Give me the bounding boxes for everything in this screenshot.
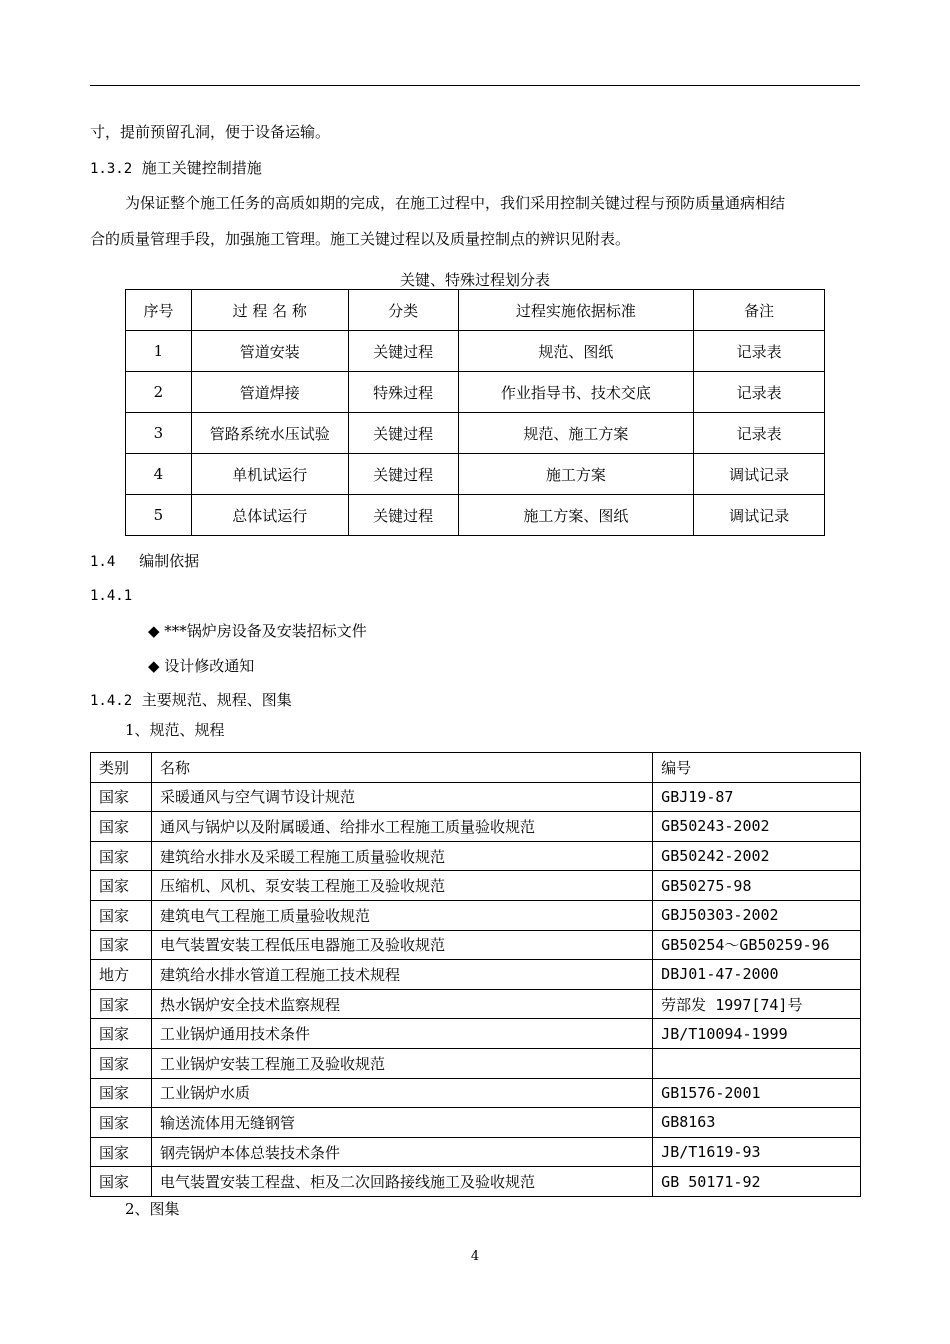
table-cell: 2	[126, 372, 192, 413]
table-cell: 管道焊接	[191, 372, 348, 413]
table-cell: 热水锅炉安全技术监察规程	[151, 989, 652, 1019]
table-header-cell: 分类	[348, 290, 458, 331]
table-cell: 建筑电气工程施工质量验收规范	[151, 900, 652, 930]
section-title: 编制依据	[139, 552, 200, 570]
table-cell: 国家	[91, 1167, 152, 1197]
paragraph-line-1: 为保证整个施工任务的高质如期的完成，在施工过程中，我们采用控制关键过程与预防质量通病相结	[125, 194, 786, 212]
table-header-cell: 过程实施依据标准	[458, 290, 694, 331]
section-1-4-2-heading	[90, 690, 292, 711]
process-classification-table	[125, 289, 825, 536]
table-row	[91, 841, 861, 871]
bullet-item-2: ◆ 设计修改通知	[148, 657, 255, 675]
table-cell: 国家	[91, 812, 152, 842]
table-header-cell: 编号	[653, 753, 861, 783]
table-cell	[653, 1048, 861, 1078]
table-cell: 记录表	[694, 413, 825, 454]
table-cell: 建筑给水排水管道工程施工技术规程	[151, 960, 652, 990]
table-row	[126, 454, 825, 495]
table-cell: 关键过程	[348, 413, 458, 454]
table-cell: 施工方案、图纸	[458, 495, 694, 536]
table-cell: 规范、图纸	[458, 331, 694, 372]
section-title: 施工关键控制措施	[141, 159, 262, 177]
table-cell: GB1576-2001	[653, 1078, 861, 1108]
table-cell: 国家	[91, 841, 152, 871]
section-title: 主要规范、规程、图集	[141, 691, 292, 709]
table-header-cell: 名称	[151, 753, 652, 783]
subheading-atlas: 2、图集	[125, 1200, 180, 1218]
table-cell: 劳部发 1997[74]号	[653, 989, 861, 1019]
table-cell: 1	[126, 331, 192, 372]
table-cell: 国家	[91, 1078, 152, 1108]
page-number: 4	[470, 1249, 480, 1264]
table-cell: 国家	[91, 871, 152, 901]
table-cell: 3	[126, 413, 192, 454]
table-cell: 国家	[91, 989, 152, 1019]
table-cell: 关键过程	[348, 331, 458, 372]
table-cell: 压缩机、风机、泵安装工程施工及验收规范	[151, 871, 652, 901]
table-header-cell: 序号	[126, 290, 192, 331]
section-number: 1.4	[90, 554, 116, 570]
section-number: 1.3.2	[90, 161, 133, 177]
table-cell: 国家	[91, 1019, 152, 1049]
table-cell: 5	[126, 495, 192, 536]
table-cell: 地方	[91, 960, 152, 990]
table-row	[91, 1108, 861, 1138]
table-cell: 国家	[91, 782, 152, 812]
table-row	[126, 372, 825, 413]
table-row	[126, 331, 825, 372]
bullet-item-1: ◆ ***锅炉房设备及安装招标文件	[148, 622, 367, 640]
section-1-3-2-heading	[90, 158, 262, 179]
table-cell: 采暖通风与空气调节设计规范	[151, 782, 652, 812]
table-cell: DBJ01-47-2000	[653, 960, 861, 990]
table-cell: 特殊过程	[348, 372, 458, 413]
table-row	[91, 989, 861, 1019]
table-cell: 施工方案	[458, 454, 694, 495]
table-header-cell: 备注	[694, 290, 825, 331]
table-cell: 单机试运行	[191, 454, 348, 495]
subheading-standards: 1、规范、规程	[125, 721, 225, 739]
table-cell: JB/T1619-93	[653, 1137, 861, 1167]
table-cell: 调试记录	[694, 495, 825, 536]
table-cell: 国家	[91, 1048, 152, 1078]
table-header-row	[91, 753, 861, 783]
standards-table	[90, 752, 861, 1197]
section-number: 1.4.2	[90, 693, 133, 709]
table-cell: 工业锅炉通用技术条件	[151, 1019, 652, 1049]
table-row	[91, 930, 861, 960]
table-row	[126, 495, 825, 536]
section-1-4-heading	[90, 551, 199, 572]
table-header-cell: 类别	[91, 753, 152, 783]
table-cell: 记录表	[694, 331, 825, 372]
table-header-cell: 过 程 名 称	[191, 290, 348, 331]
table-cell: 国家	[91, 1137, 152, 1167]
table-cell: GB50243-2002	[653, 812, 861, 842]
table-row	[91, 900, 861, 930]
table-cell: 记录表	[694, 372, 825, 413]
table-cell: GB50242-2002	[653, 841, 861, 871]
table-cell: 建筑给水排水及采暖工程施工质量验收规范	[151, 841, 652, 871]
paragraph-line-2: 合的质量管理手段，加强施工管理。施工关键过程以及质量控制点的辨识见附表。	[90, 230, 631, 248]
table-cell: 通风与锅炉以及附属暖通、给排水工程施工质量验收规范	[151, 812, 652, 842]
table-cell: 输送流体用无缝钢管	[151, 1108, 652, 1138]
table-cell: 国家	[91, 930, 152, 960]
table-cell: 总体试运行	[191, 495, 348, 536]
table-cell: 电气装置安装工程低压电器施工及验收规范	[151, 930, 652, 960]
table-row	[91, 1019, 861, 1049]
table-cell: 管路系统水压试验	[191, 413, 348, 454]
table-row	[91, 1078, 861, 1108]
table-cell: 国家	[91, 1108, 152, 1138]
table-row	[126, 413, 825, 454]
table-cell: 工业锅炉水质	[151, 1078, 652, 1108]
table-cell: GB8163	[653, 1108, 861, 1138]
table-row	[91, 871, 861, 901]
table-cell: 钢壳锅炉本体总装技术条件	[151, 1137, 652, 1167]
table-cell: 作业指导书、技术交底	[458, 372, 694, 413]
table-header-row	[126, 290, 825, 331]
table-cell: 4	[126, 454, 192, 495]
table-row	[91, 782, 861, 812]
table-row	[91, 960, 861, 990]
table-cell: JB/T10094-1999	[653, 1019, 861, 1049]
table-row	[91, 1167, 861, 1197]
table-cell: GB50254～GB50259-96	[653, 930, 861, 960]
table-cell: GB50275-98	[653, 871, 861, 901]
intro-line: 寸，提前预留孔洞，便于设备运输。	[90, 123, 331, 141]
table-row	[91, 1137, 861, 1167]
table-row	[91, 812, 861, 842]
table-cell: 国家	[91, 900, 152, 930]
table1-title: 关键、特殊过程划分表	[399, 271, 550, 289]
table-row	[91, 1048, 861, 1078]
table-cell: 电气装置安装工程盘、柜及二次回路接线施工及验收规范	[151, 1167, 652, 1197]
table-cell: GBJ19-87	[653, 782, 861, 812]
header-rule	[90, 85, 860, 86]
table-cell: GB 50171-92	[653, 1167, 861, 1197]
table-cell: 规范、施工方案	[458, 413, 694, 454]
section-1-4-1-heading: 1.4.1	[90, 588, 133, 604]
table-cell: 关键过程	[348, 454, 458, 495]
table-cell: 管道安装	[191, 331, 348, 372]
table-cell: GBJ50303-2002	[653, 900, 861, 930]
table-cell: 工业锅炉安装工程施工及验收规范	[151, 1048, 652, 1078]
table-cell: 关键过程	[348, 495, 458, 536]
table-cell: 调试记录	[694, 454, 825, 495]
